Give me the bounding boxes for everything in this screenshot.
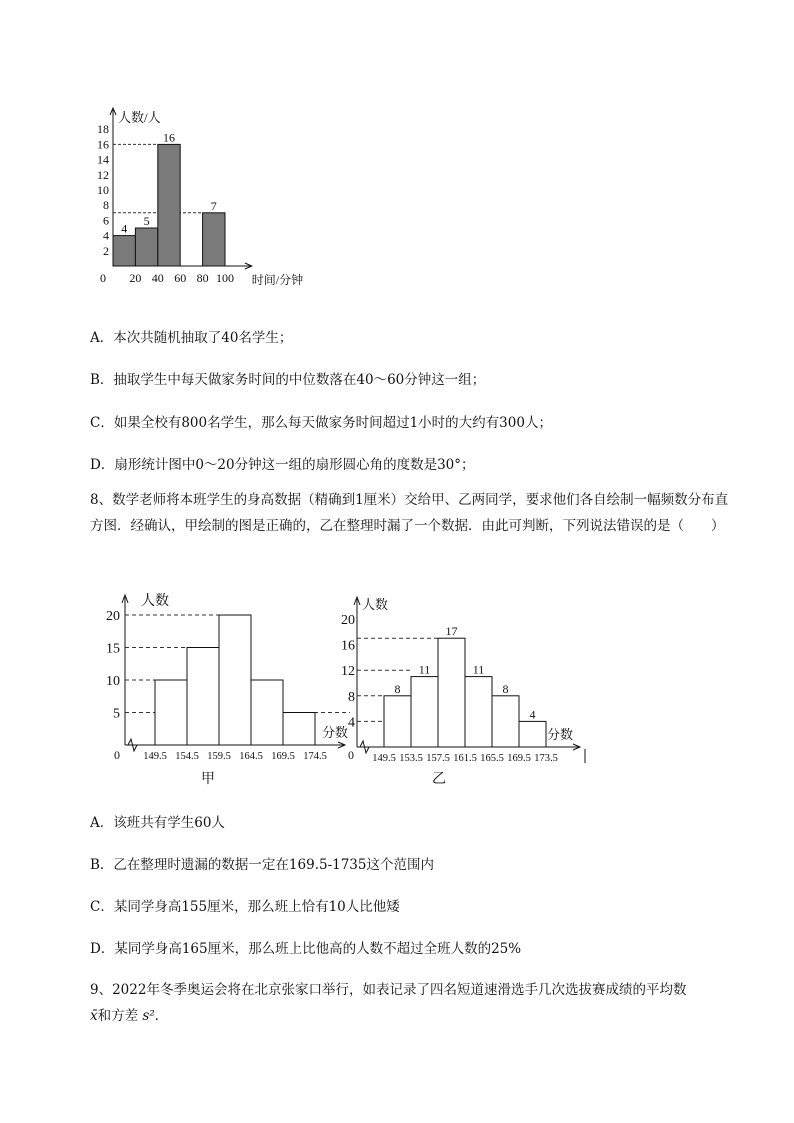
q7-option-a[interactable]: A．本次共随机抽取了40名学生； — [90, 330, 293, 346]
bar-value-label: 4 — [529, 707, 536, 722]
bar-value-label: 16 — [163, 130, 175, 145]
histogram-bar — [438, 638, 465, 747]
histogram-bar — [203, 213, 225, 266]
x-tick-label: 20 — [129, 271, 142, 285]
x-tick-label: 100 — [216, 271, 234, 285]
x-tick-label: 173.5 — [534, 753, 558, 764]
x-tick-label: 80 — [196, 271, 209, 285]
chart-caption: 乙 — [432, 772, 446, 787]
y-tick-label: 4 — [103, 228, 109, 243]
x-axis-label: 分数 — [322, 725, 349, 740]
histogram-jia — [100, 585, 360, 790]
q8-option-c[interactable]: C．某同学身高155厘米，那么班上恰有10人比他矮 — [90, 899, 400, 915]
x-axis-label: 分数 — [547, 727, 574, 742]
x-tick-label: 153.5 — [399, 753, 423, 764]
y-tick-label: 8 — [103, 198, 109, 213]
bar-value-label: 17 — [445, 624, 458, 639]
x-tick-label: 161.5 — [453, 753, 477, 764]
histogram-bar — [519, 721, 546, 747]
y-tick-label: 5 — [113, 706, 120, 722]
bar-value-label: 8 — [502, 681, 509, 696]
q8-option-a[interactable]: A．该班共有学生60人 — [90, 815, 225, 831]
q7-option-d[interactable]: D．扇形统计图中0～20分钟这一组的扇形圆心角的度数是30°； — [90, 457, 475, 473]
x-tick-label: 169.5 — [271, 751, 295, 762]
x-tick-label: 159.5 — [207, 751, 231, 762]
q9-and-variance: 和方差 — [97, 1008, 139, 1024]
y-tick-label: 4 — [348, 715, 355, 731]
x-tick-label: 149.5 — [143, 751, 167, 762]
y-tick-label: 12 — [341, 664, 355, 680]
histogram-bar — [155, 680, 187, 745]
x-tick-label: 169.5 — [507, 753, 531, 764]
y-tick-label: 14 — [97, 152, 109, 167]
mean-symbol: x̄ — [90, 1008, 98, 1024]
q8-option-b[interactable]: B．乙在整理时遗漏的数据一定在169.5-1735这个范围内 — [90, 857, 434, 873]
y-tick-label: 18 — [97, 122, 109, 137]
x-tick-label: 174.5 — [303, 751, 327, 762]
histogram-bar — [158, 144, 180, 266]
y-tick-label: 8 — [348, 689, 355, 705]
bar-value-label: 5 — [143, 214, 150, 228]
y-tick-label: 16 — [341, 638, 355, 654]
histogram-bar — [492, 696, 519, 747]
histogram-bar — [465, 677, 492, 747]
y-tick-label: 10 — [97, 183, 109, 197]
histogram-bar — [384, 696, 411, 747]
histogram-bar — [187, 648, 219, 746]
y-tick-label: 20 — [106, 609, 120, 624]
bar-value-label: 4 — [121, 221, 128, 236]
q8-stem: 8、数学老师将本班学生的身高数据（精确到1厘米）交给甲、乙两同学，要求他们各自绘制一幅频数分布直方图．经确认，甲绘制的图是正确的，乙在整理时漏了一个数据．由此可判断，下列说法错误的是（ ） — [90, 492, 729, 534]
y-tick-label: 10 — [106, 674, 120, 689]
x-axis-label: 时间/分钟 — [251, 273, 304, 287]
q7-option-c[interactable]: C．如果全校有800名学生，那么每天做家务时间超过1小时的大约有300人； — [90, 415, 552, 431]
histogram-bar — [219, 615, 251, 745]
y-tick-label: 6 — [103, 213, 109, 228]
histogram-bar — [135, 228, 157, 266]
y-axis-label: 人数 — [141, 594, 169, 609]
homework-time-histogram — [85, 100, 325, 300]
x-tick-label: 0 — [100, 271, 106, 285]
q7-option-b[interactable]: B．抽取学生中每天做家务时间的中位数落在40～60分钟这一组； — [90, 372, 486, 388]
q8-option-d[interactable]: D．某同学身高165厘米，那么班上比他高的人数不超过全班人数的25% — [90, 941, 522, 957]
y-axis-label: 人数/人 — [118, 110, 161, 125]
bar-value-label: 11 — [418, 662, 431, 677]
x-tick-label: 149.5 — [372, 753, 396, 764]
histogram-bar — [113, 236, 135, 266]
histogram-yi — [335, 585, 600, 790]
x-tick-label: 40 — [151, 271, 164, 285]
x-origin-label: 0 — [348, 748, 354, 762]
histogram-bar — [411, 677, 438, 747]
x-tick-label: 165.5 — [480, 753, 504, 764]
variance-symbol: s² — [142, 1008, 155, 1024]
histogram-bar — [251, 680, 283, 745]
y-axis-label: 人数 — [362, 597, 389, 612]
bar-value-label: 8 — [394, 681, 401, 696]
x-tick-label: 154.5 — [175, 751, 199, 762]
y-tick-label: 20 — [341, 613, 355, 628]
x-tick-label: 157.5 — [426, 753, 450, 764]
q9-stem-cont — [90, 1004, 168, 1024]
histogram-bar — [283, 713, 315, 746]
y-tick-label: 2 — [103, 243, 109, 258]
q9-stem: 9、2022年冬季奥运会将在北京张家口举行，如表记录了四名短道速滑选手几次选拔赛成绩的平均数 — [90, 982, 687, 998]
chart-caption: 甲 — [201, 772, 215, 787]
y-tick-label: 12 — [97, 167, 109, 182]
x-tick-label: 164.5 — [239, 751, 263, 762]
x-origin-label: 0 — [114, 748, 120, 762]
y-tick-label: 15 — [106, 641, 120, 657]
bar-value-label: 11 — [472, 662, 485, 677]
x-tick-label: 60 — [174, 271, 187, 285]
y-tick-label: 16 — [97, 137, 109, 152]
q9-period: ． — [154, 1008, 169, 1024]
bar-value-label: 7 — [210, 198, 217, 213]
